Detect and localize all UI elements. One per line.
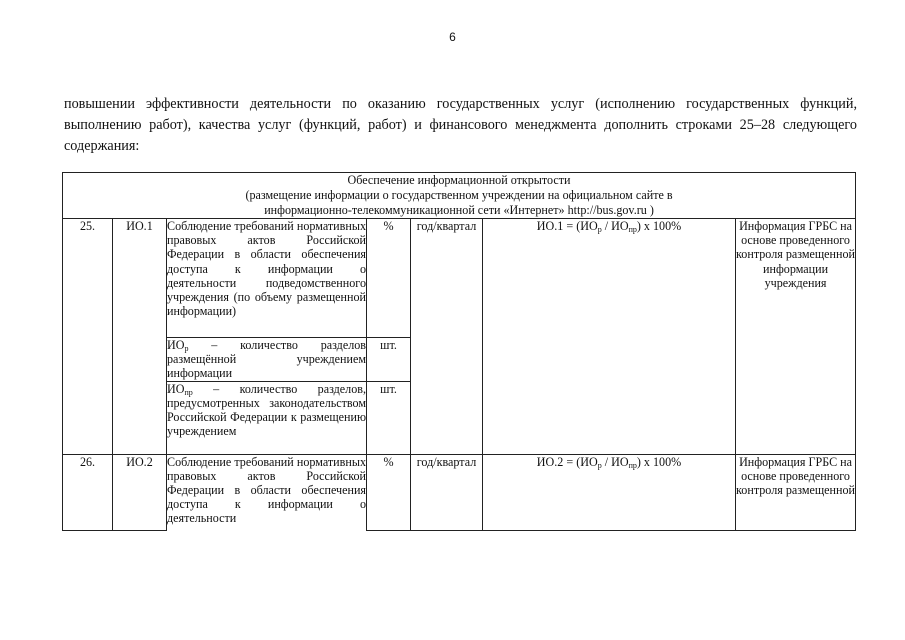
component-unit: шт. [367,338,411,382]
table-row [63,219,856,338]
indicator-name: Соблюдение требований нормативных правовых актов Российской Федерации в области обеспечения доступа к информации о деятельности подведомственного учреждения (по объему размещенной информации) [167,219,367,338]
intro-paragraph: повышении эффективности деятельности по оказанию государственных услуг (исполнению государственных функций, выполнению работ), качества услуг (функций, работ) и финансового менеджмента дополнить строками 25–28 следующего содержания: [64,96,857,154]
component-unit: шт. [367,381,411,454]
indicators-table [62,172,856,531]
section-header [63,173,856,219]
page-number: 6 [449,30,456,44]
indicator-formula: $ИО.2 = (ИО_р / ИО_{пр})$ х 100% [483,454,736,531]
section-header-row [63,173,856,219]
table-row [63,454,856,531]
indicator-unit: % [367,454,411,531]
section-header-title: Обеспечение информационной открытости [347,173,571,187]
row-number: 25. [63,219,113,455]
section-header-line2: (размещение информации о государственном учреждении на официальном сайте в [245,188,673,202]
indicator-period: год/квартал [411,219,483,455]
indicator-code: ИО.1 [113,219,167,455]
indicator-unit: % [367,219,411,338]
indicator-period: год/квартал [411,454,483,531]
component-name: $ИО_{пр}$ – количество разделов, предусмотренных законодательством Российской Федерации к размещению учреждением [167,381,367,454]
indicator-name: Соблюдение требований нормативных правовых актов Российской Федерации в области обеспечения доступа к информации о деятельности [167,454,367,531]
indicator-source: Информация ГРБС на основе проведенного контроля размещенной [736,454,856,531]
indicator-code: ИО.2 [113,454,167,531]
row-number: 26. [63,454,113,531]
component-name: $ИО_р$ – количество разделов размещённой учреждением информации [167,338,366,381]
indicator-formula: $ИО.1 = (ИО_р / ИО_{пр})$ х 100% [483,219,736,455]
indicator-source: Информация ГРБС на основе проведенного контроля размещенной информации учреждения [736,219,856,455]
section-header-line3: информационно-телекоммуникационной сети «Интернет» http://bus.gov.ru ) [264,203,654,217]
